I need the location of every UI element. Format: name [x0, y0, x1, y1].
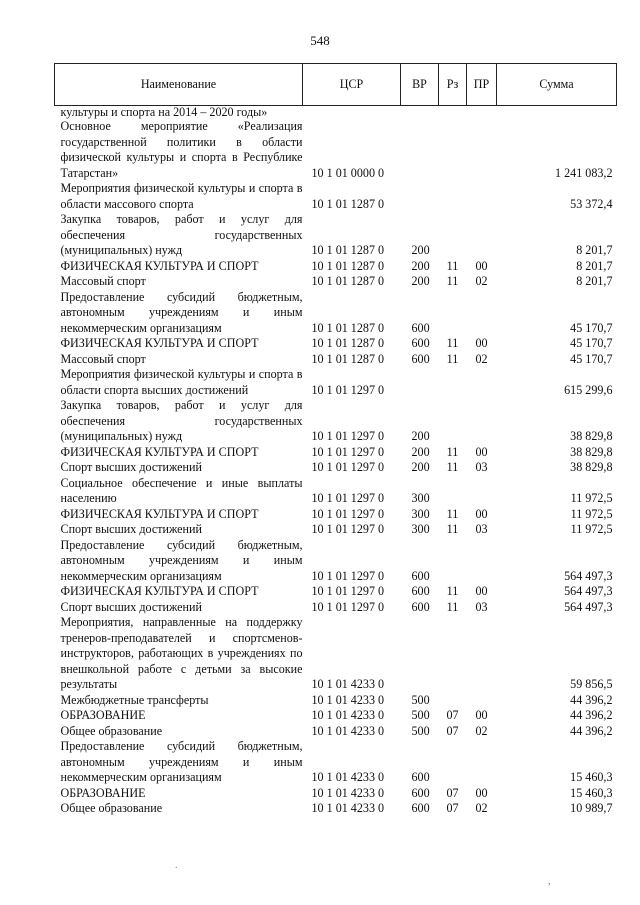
cell-name: Мероприятия, направленные на поддержку тренеров-преподавателей и спортсменов-инструкторов, работающих в учреждениях по внешкольной работе с детьми за высокие результаты [60, 615, 303, 691]
table-row [55, 106, 617, 120]
cell-sum: 11 972,5 [570, 506, 613, 521]
table-row [55, 119, 617, 181]
cell-pr: 02 [475, 723, 488, 738]
cell-rz: 11 [446, 444, 459, 459]
cell-pr: 02 [475, 801, 488, 815]
cell-pr [467, 290, 497, 337]
cell-sum: 15 460,3 [570, 770, 613, 784]
cell-rz [439, 181, 467, 212]
page-number: 548 [310, 33, 330, 48]
cell-rz [439, 693, 467, 709]
cell-sum: 615 299,6 [564, 382, 613, 397]
cell-csr: 10 1 01 4233 0 [311, 785, 385, 800]
cell-pr [467, 398, 497, 445]
cell-vr: 200 [411, 460, 430, 474]
cell-sum: 564 497,3 [564, 599, 613, 614]
cell-pr [467, 476, 497, 507]
cell-vr [401, 106, 439, 120]
cell-pr: 00 [475, 506, 488, 521]
cell-csr: 10 1 01 1297 0 [311, 584, 385, 598]
cell-sum: 8 201,7 [576, 274, 613, 288]
table-row [55, 507, 617, 523]
cell-pr: 00 [475, 708, 488, 722]
table-row [55, 693, 617, 709]
cell-pr [467, 212, 497, 259]
cell-rz: 11 [446, 274, 459, 288]
table-row [55, 538, 617, 585]
cell-sum: 11 972,5 [570, 522, 613, 536]
cell-pr: 03 [475, 460, 488, 474]
cell-name: ФИЗИЧЕСКАЯ КУЛЬТУРА И СПОРТ [60, 444, 259, 459]
cell-csr: 10 1 01 1297 0 [311, 429, 385, 443]
cell-name: Общее образование [60, 723, 163, 738]
cell-sum: 38 829,8 [570, 429, 613, 443]
cell-sum: 45 170,7 [570, 351, 613, 366]
cell-vr: 500 [411, 723, 430, 738]
cell-pr: 03 [475, 599, 488, 614]
cell-vr: 300 [411, 491, 430, 505]
cell-vr [401, 615, 439, 693]
cell-name: Основное мероприятие «Реализация государственной политики в области физической культуры и спорта в Республике Татарстан» [60, 119, 303, 180]
cell-csr: 10 1 01 1297 0 [311, 599, 385, 614]
table-row [55, 259, 617, 275]
cell-vr [401, 119, 439, 181]
cell-vr: 200 [411, 444, 430, 459]
cell-sum: 564 497,3 [564, 568, 613, 583]
cell-csr: 10 1 01 1287 0 [311, 351, 385, 366]
cell-name: Межбюджетные трансферты [60, 692, 209, 707]
table-row [55, 708, 617, 724]
cell-name: Социальное обеспечение и иные выплаты населению [60, 475, 303, 505]
cell-rz: 11 [446, 336, 459, 350]
cell-rz: 11 [446, 584, 459, 598]
cell-rz: 07 [446, 708, 459, 722]
cell-rz: 11 [446, 351, 459, 366]
cell-pr: 00 [475, 336, 488, 350]
table-row [55, 290, 617, 337]
cell-csr: 10 1 01 1297 0 [311, 460, 385, 474]
cell-sum: 10 989,7 [570, 801, 613, 815]
cell-vr: 500 [411, 692, 430, 707]
cell-vr: 600 [411, 599, 430, 614]
cell-rz: 07 [446, 723, 459, 738]
cell-csr: 10 1 01 4233 0 [311, 692, 385, 707]
cell-name: ОБРАЗОВАНИЕ [60, 785, 146, 800]
cell-pr: 02 [475, 274, 488, 288]
column-header-rz: Рз [439, 64, 467, 106]
cell-rz [439, 538, 467, 585]
table-row [55, 445, 617, 461]
cell-vr: 600 [411, 568, 430, 583]
cell-vr: 600 [411, 351, 430, 366]
cell-sum: 44 396,2 [570, 723, 613, 738]
cell-csr: 10 1 01 1287 0 [311, 243, 385, 257]
cell-name: Предоставление субсидий бюджетным, автономным учреждениям и иным некоммерческим организациям [60, 739, 303, 784]
table-row [55, 181, 617, 212]
cell-vr: 600 [411, 336, 430, 350]
cell-sum: 11 972,5 [570, 491, 613, 505]
cell-sum: 44 396,2 [570, 708, 613, 722]
cell-pr [467, 693, 497, 709]
cell-rz: 07 [446, 785, 459, 800]
table-row [55, 367, 617, 398]
cell-vr: 300 [411, 522, 430, 536]
cell-sum [497, 106, 617, 120]
cell-csr: 10 1 01 4233 0 [311, 677, 385, 691]
cell-name: Мероприятия физической культуры и спорта в области спорта высших достижений [60, 367, 303, 397]
cell-csr [303, 106, 401, 120]
table-row [55, 584, 617, 600]
cell-vr: 200 [411, 243, 430, 257]
column-header-csr: ЦСР [303, 64, 401, 106]
cell-name: Массовый спорт [60, 351, 146, 366]
cell-rz [439, 476, 467, 507]
cell-vr: 200 [411, 274, 430, 288]
cell-name: Массовый спорт [60, 274, 146, 288]
table-row [55, 336, 617, 352]
cell-csr: 10 1 01 1287 0 [311, 336, 385, 350]
cell-pr: 00 [475, 444, 488, 459]
cell-csr: 10 1 01 1287 0 [311, 258, 385, 273]
cell-pr: 00 [475, 785, 488, 800]
cell-csr: 10 1 01 1297 0 [311, 444, 385, 459]
cell-pr [467, 106, 497, 120]
cell-pr [467, 538, 497, 585]
cell-pr [467, 615, 497, 693]
column-header-sum: Сумма [497, 64, 617, 106]
cell-csr: 10 1 01 1297 0 [311, 522, 385, 536]
cell-sum: 1 241 083,2 [555, 165, 613, 180]
table-row [55, 352, 617, 368]
cell-pr [467, 181, 497, 212]
cell-sum: 38 829,8 [570, 460, 613, 474]
cell-rz [439, 615, 467, 693]
cell-sum: 8 201,7 [576, 258, 613, 273]
cell-pr [467, 739, 497, 786]
cell-sum: 45 170,7 [570, 320, 613, 335]
cell-name: ОБРАЗОВАНИЕ [60, 708, 146, 722]
cell-rz: 11 [446, 258, 459, 273]
column-header-vr: ВР [401, 64, 439, 106]
cell-vr [401, 181, 439, 212]
cell-csr: 10 1 01 1297 0 [311, 506, 385, 521]
cell-pr [467, 119, 497, 181]
cell-csr: 10 1 01 4233 0 [311, 770, 385, 784]
cell-name: ФИЗИЧЕСКАЯ КУЛЬТУРА И СПОРТ [60, 258, 259, 273]
cell-name: Общее образование [60, 801, 163, 815]
cell-csr: 10 1 01 1287 0 [311, 320, 385, 335]
cell-rz: 11 [446, 506, 459, 521]
cell-vr: 600 [411, 785, 430, 800]
cell-rz [439, 212, 467, 259]
table-header-row [55, 64, 617, 106]
table-body [55, 106, 617, 817]
scan-speck: , [548, 876, 551, 887]
budget-table [54, 63, 617, 817]
cell-name: культуры и спорта на 2014 – 2020 годы» [60, 105, 268, 119]
cell-pr: 02 [475, 351, 488, 366]
cell-name: Мероприятия физической культуры и спорта в области массового спорта [60, 181, 303, 211]
cell-csr: 10 1 01 0000 0 [311, 165, 385, 180]
table-row [55, 615, 617, 693]
column-header-pr: ПР [467, 64, 497, 106]
table-row [55, 212, 617, 259]
cell-rz [439, 739, 467, 786]
cell-vr: 200 [411, 429, 430, 443]
cell-csr: 10 1 01 4233 0 [311, 723, 385, 738]
cell-name: Спорт высших достижений [60, 460, 202, 474]
cell-rz: 07 [446, 801, 459, 815]
table-row [55, 801, 617, 817]
cell-name: ФИЗИЧЕСКАЯ КУЛЬТУРА И СПОРТ [60, 506, 259, 521]
table-row [55, 522, 617, 538]
cell-vr: 600 [411, 584, 430, 598]
cell-csr: 10 1 01 1297 0 [311, 491, 385, 505]
cell-rz: 11 [446, 460, 459, 474]
cell-sum: 15 460,3 [570, 785, 613, 800]
cell-name: ФИЗИЧЕСКАЯ КУЛЬТУРА И СПОРТ [60, 584, 259, 598]
cell-pr: 00 [475, 258, 488, 273]
table-row [55, 398, 617, 445]
cell-csr: 10 1 01 4233 0 [311, 708, 385, 722]
table-row [55, 476, 617, 507]
column-header-name: Наименование [55, 64, 303, 106]
table-row [55, 739, 617, 786]
cell-vr: 600 [411, 770, 430, 784]
cell-sum: 564 497,3 [564, 584, 613, 598]
table-row [55, 274, 617, 290]
table-row [55, 786, 617, 802]
cell-sum: 59 856,5 [570, 677, 613, 691]
cell-sum: 38 829,8 [570, 444, 613, 459]
scan-speck: . [175, 860, 178, 871]
cell-rz: 11 [446, 522, 459, 536]
table-row [55, 460, 617, 476]
cell-sum: 44 396,2 [570, 692, 613, 707]
cell-pr: 03 [475, 522, 488, 536]
cell-csr: 10 1 01 1297 0 [311, 568, 385, 583]
cell-name: Спорт высших достижений [60, 522, 202, 536]
cell-sum: 53 372,4 [570, 196, 613, 211]
cell-name: Закупка товаров, работ и услуг для обеспечения государственных (муниципальных) нужд [60, 212, 303, 257]
cell-csr: 10 1 01 4233 0 [311, 801, 385, 815]
cell-pr [467, 367, 497, 398]
cell-sum: 45 170,7 [570, 336, 613, 350]
cell-csr: 10 1 01 1297 0 [311, 382, 385, 397]
cell-csr: 10 1 01 1287 0 [311, 274, 385, 288]
cell-vr: 200 [411, 258, 430, 273]
cell-vr: 300 [411, 506, 430, 521]
cell-name: Предоставление субсидий бюджетным, автономным учреждениям и иным некоммерческим организациям [60, 289, 303, 335]
cell-csr: 10 1 01 1287 0 [311, 196, 385, 211]
table-row [55, 600, 617, 616]
cell-vr: 600 [411, 320, 430, 335]
cell-name: ФИЗИЧЕСКАЯ КУЛЬТУРА И СПОРТ [60, 336, 259, 350]
cell-rz [439, 290, 467, 337]
cell-sum: 8 201,7 [576, 243, 613, 257]
table-row [55, 724, 617, 740]
cell-rz: 11 [446, 599, 459, 614]
cell-vr: 500 [411, 708, 430, 722]
cell-rz [439, 367, 467, 398]
cell-pr: 00 [475, 584, 488, 598]
cell-vr [401, 367, 439, 398]
cell-name: Предоставление субсидий бюджетным, автономным учреждениям и иным некоммерческим организациям [60, 537, 303, 583]
cell-vr: 600 [411, 801, 430, 815]
cell-rz [439, 398, 467, 445]
cell-name: Спорт высших достижений [60, 599, 202, 614]
cell-rz [439, 106, 467, 120]
cell-rz [439, 119, 467, 181]
cell-name: Закупка товаров, работ и услуг для обеспечения государственных (муниципальных) нужд [60, 398, 303, 443]
